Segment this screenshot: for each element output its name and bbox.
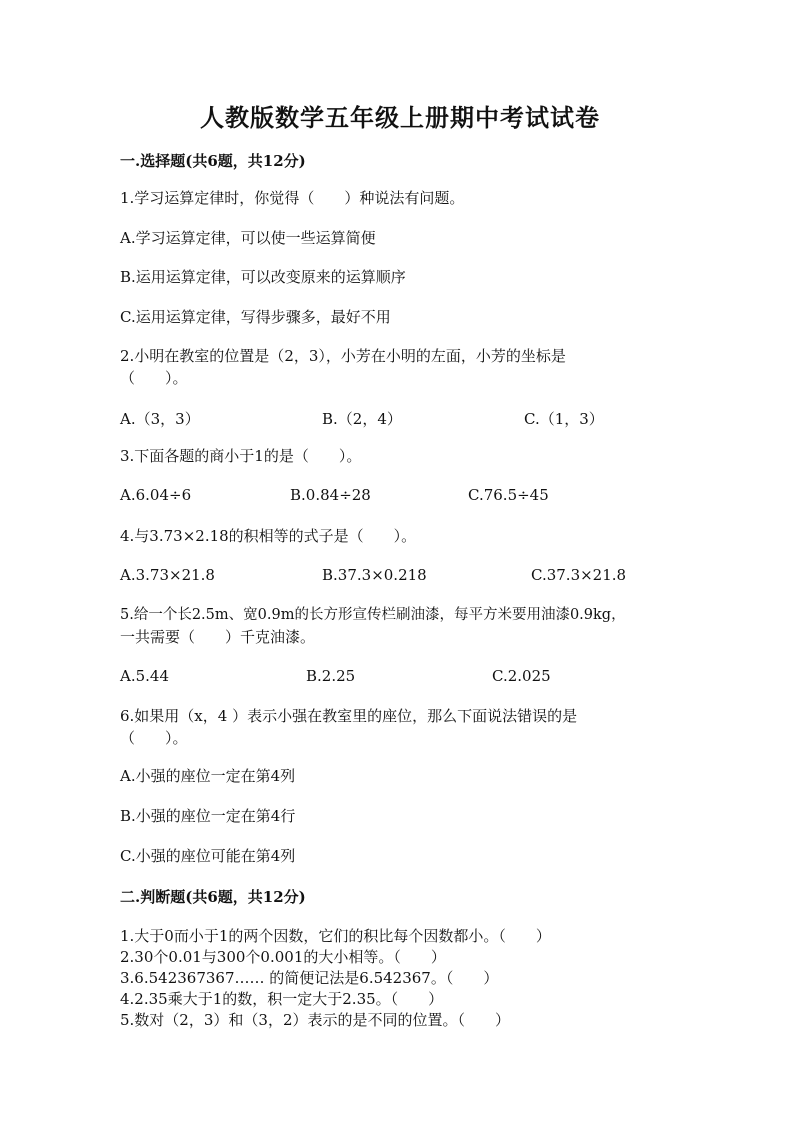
question-stem: 4.与3.73×2.18的积相等的式子是（ ）。 (120, 527, 417, 545)
question-stem: 2.小明在教室的位置是（2，3），小芳在小明的左面，小芳的坐标是 (120, 347, 566, 365)
option-c: C.2.025 (492, 667, 551, 685)
option-c: C.运用运算定律，写得步骤多，最好不用 (120, 308, 391, 326)
option-a: A.3.73×21.8 (120, 566, 215, 584)
question-stem: 5.给一个长2.5m、宽0.9m的长方形宣传栏刷油漆，每平方米要用油漆0.9kg， (120, 607, 626, 623)
question-stem: 3.下面各题的商小于1的是（ ）。 (120, 447, 362, 465)
judgment-item: 4.2.35乘大于1的数，积一定大于2.35。（ ） (120, 990, 444, 1008)
section-heading-judgment: 二.判断题(共6题，共12分) (120, 888, 306, 906)
option-b: B.（2，4） (322, 410, 402, 428)
question-stem-continued: 一共需要（ ）千克油漆。 (120, 628, 316, 646)
option-a: A.小强的座位一定在第4列 (120, 767, 296, 785)
option-b: B.0.84÷28 (290, 486, 371, 504)
question-stem: 1.学习运算定律时，你觉得（ ）种说法有问题。 (120, 189, 465, 207)
option-b: B.小强的座位一定在第4行 (120, 807, 296, 825)
exam-title: 人教版数学五年级上册期中考试试卷 (200, 103, 600, 132)
option-a: A.6.04÷6 (120, 486, 192, 504)
question-stem-continued: （ ）。 (120, 369, 188, 387)
option-c: C.小强的座位可能在第4列 (120, 847, 296, 865)
option-b: B.37.3×0.218 (322, 566, 427, 584)
option-c: C.76.5÷45 (468, 486, 549, 504)
question-stem: 6.如果用（x，4 ）表示小强在教室里的座位，那么下面说法错误的是 (120, 707, 578, 725)
question-stem-continued: （ ）。 (120, 729, 188, 747)
option-a: A.（3，3） (120, 410, 200, 428)
section-heading-choice: 一.选择题(共6题，共12分) (120, 152, 306, 170)
option-b: B.2.25 (306, 667, 356, 685)
option-b: B.运用运算定律，可以改变原来的运算顺序 (120, 268, 406, 286)
judgment-item: 3.6.542367367…… 的简便记法是6.542367。（ ） (120, 969, 499, 987)
judgment-item: 2.30个0.01与300个0.001的大小相等。（ ） (120, 948, 446, 966)
option-a: A.5.44 (120, 667, 169, 685)
option-a: A.学习运算定律，可以使一些运算简便 (120, 229, 376, 247)
judgment-item: 5.数对（2，3）和（3，2）表示的是不同的位置。（ ） (120, 1011, 510, 1029)
option-c: C.37.3×21.8 (531, 566, 627, 584)
option-c: C.（1，3） (524, 410, 604, 428)
judgment-item: 1.大于0而小于1的两个因数，它们的积比每个因数都小。（ ） (120, 927, 551, 945)
